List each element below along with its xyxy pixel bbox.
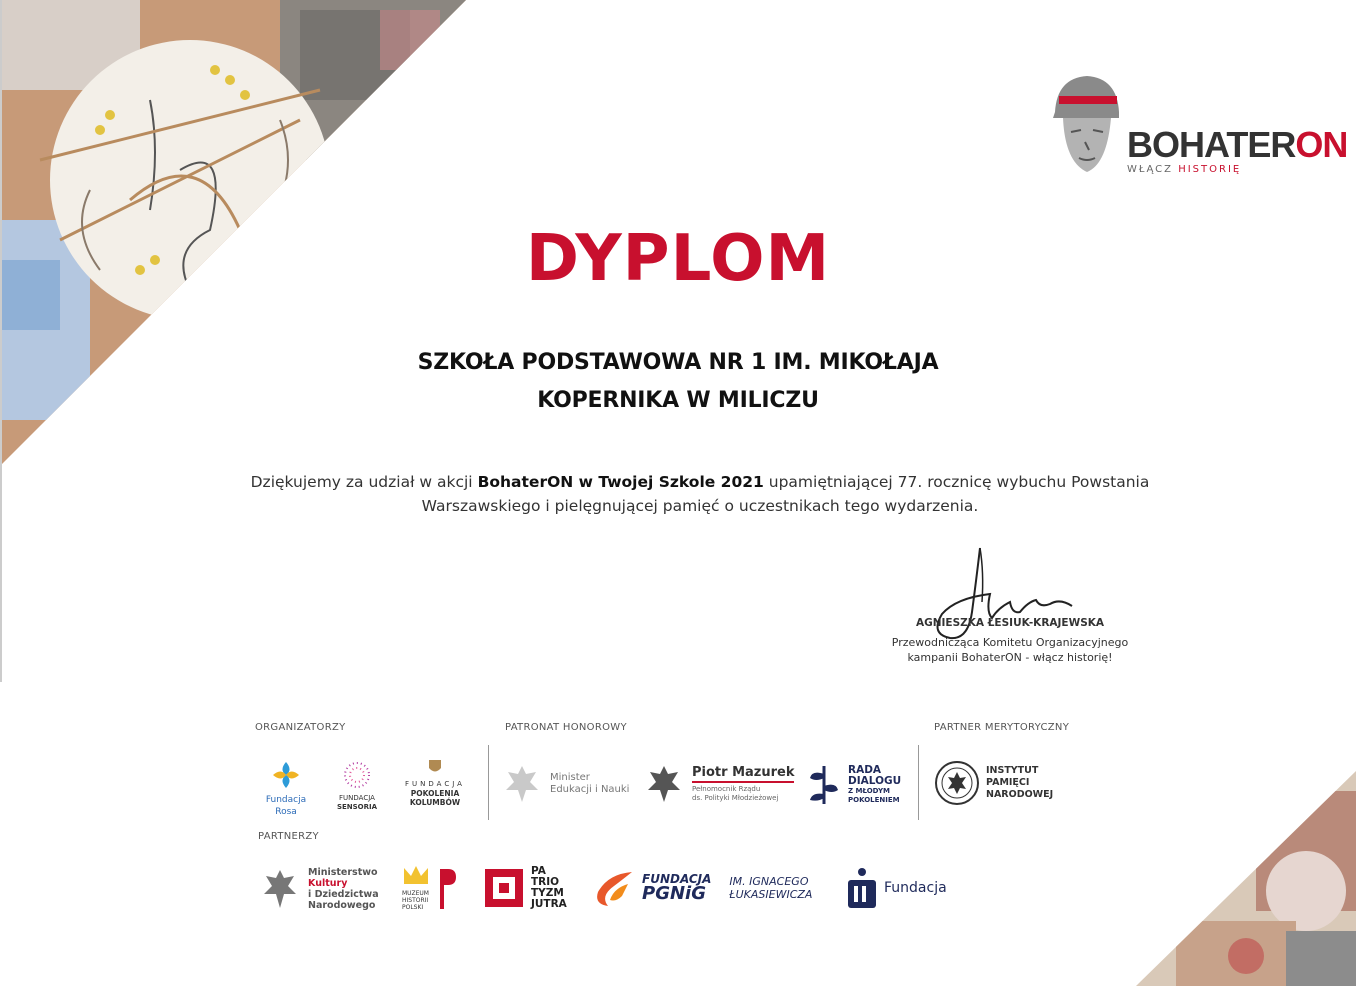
- museum-crown-icon: [402, 864, 430, 886]
- logo-ipn: INSTYTUT PAMIĘCI NARODOWEJ: [934, 760, 1053, 806]
- logo-wordmark: BOHATERON: [1127, 124, 1348, 165]
- logo-minister-edukacji: Minister Edukacji i Nauki: [500, 762, 629, 806]
- section-divider: [488, 745, 489, 820]
- thanks-pre: Dziękujemy za udział w akcji: [250, 473, 473, 491]
- school-name: [0, 344, 1356, 420]
- thanks-post: upamiętniającej 77. rocznicę wybuchu Powstania Warszawskiego i pielęgnującej pamięć o uczestnikach tego wydarzenia.: [421, 473, 1150, 515]
- pko-piggybank-icon: [846, 866, 878, 910]
- logo-fundacja-pokolenia-kolumbow: FUNDACJA POKOLENIA KOLUMBÓW: [392, 758, 478, 807]
- soldier-helmet-icon: [1045, 72, 1125, 184]
- logo-muzeum-historii-polski: MUZEUM HISTORII POLSKI: [402, 864, 458, 911]
- school-name-line1: SZKOŁA PODSTAWOWA NR 1 IM. MIKOŁAJA: [417, 350, 939, 375]
- left-edge-line: [0, 0, 2, 682]
- logo-fundacja-sensoria: FUNDACJA SENSORIA: [336, 760, 378, 812]
- eagle-emblem-icon: [642, 762, 686, 806]
- kolumb-shield-icon: [427, 758, 443, 776]
- museum-p-icon: [436, 865, 458, 911]
- logo-fundacja-rosa: Fundacja Rosa: [255, 760, 317, 818]
- rada-leaf-icon: [806, 764, 842, 806]
- pgnig-flame-icon: [592, 866, 636, 910]
- decorative-corner-bottom-right: [1136, 771, 1356, 986]
- thanks-campaign: BohaterON w Twojej Szkole 2021: [477, 473, 764, 491]
- logo-piotr-mazurek: Piotr Mazurek Pełnomocnik Rządu ds. Polityki Młodzieżowej: [642, 762, 794, 806]
- patriotyzm-square-icon: [483, 867, 525, 909]
- diploma-title: DYPLOM: [525, 222, 831, 296]
- signatory-role: [880, 635, 1140, 665]
- logo-patriotyzm-jutra: PA TRIO TYZM JUTRA: [483, 866, 567, 910]
- bohateron-logo: [1045, 72, 1348, 184]
- logo-ministerstwo-kultury: Ministerstwo Kultury i Dziedzictwa Narodowego: [258, 866, 379, 912]
- signatory-role-line2: kampanii BohaterON - włącz historię!: [907, 651, 1113, 664]
- logo-tagline: WŁĄCZ HISTORIĘ: [1127, 164, 1242, 175]
- rosa-flower-icon: [271, 760, 301, 790]
- ipn-seal-icon: [934, 760, 980, 806]
- logo-fundacja-pko: Fundacja: [846, 866, 947, 910]
- sensoria-dots-icon: [342, 760, 372, 790]
- signatory-role-line1: Przewodnicząca Komitetu Organizacyjnego: [891, 636, 1129, 649]
- logo-fundacja-pgnig: FUNDACJA PGNiG IM. IGNACEGO ŁUKASIEWICZA: [592, 866, 812, 910]
- section-divider: [918, 745, 919, 820]
- school-name-line2: KOPERNIKA W MILICZU: [537, 388, 819, 413]
- logo-rada-dialogu: RADA DIALOGU Z MŁODYM POKOLENIEM: [806, 764, 901, 806]
- section-label-honorary: PATRONAT HONOROWY: [505, 722, 627, 733]
- signatory-name: AGNIESZKA ŁESIUK-KRAJEWSKA: [915, 617, 1105, 629]
- section-label-partners: PARTNERZY: [258, 831, 319, 842]
- section-label-merit: PARTNER MERYTORYCZNY: [934, 722, 1070, 733]
- section-label-organizers: ORGANIZATORZY: [255, 722, 346, 733]
- eagle-emblem-icon: [258, 866, 302, 912]
- eagle-emblem-icon: [500, 762, 544, 806]
- thanks-paragraph: [250, 470, 1150, 518]
